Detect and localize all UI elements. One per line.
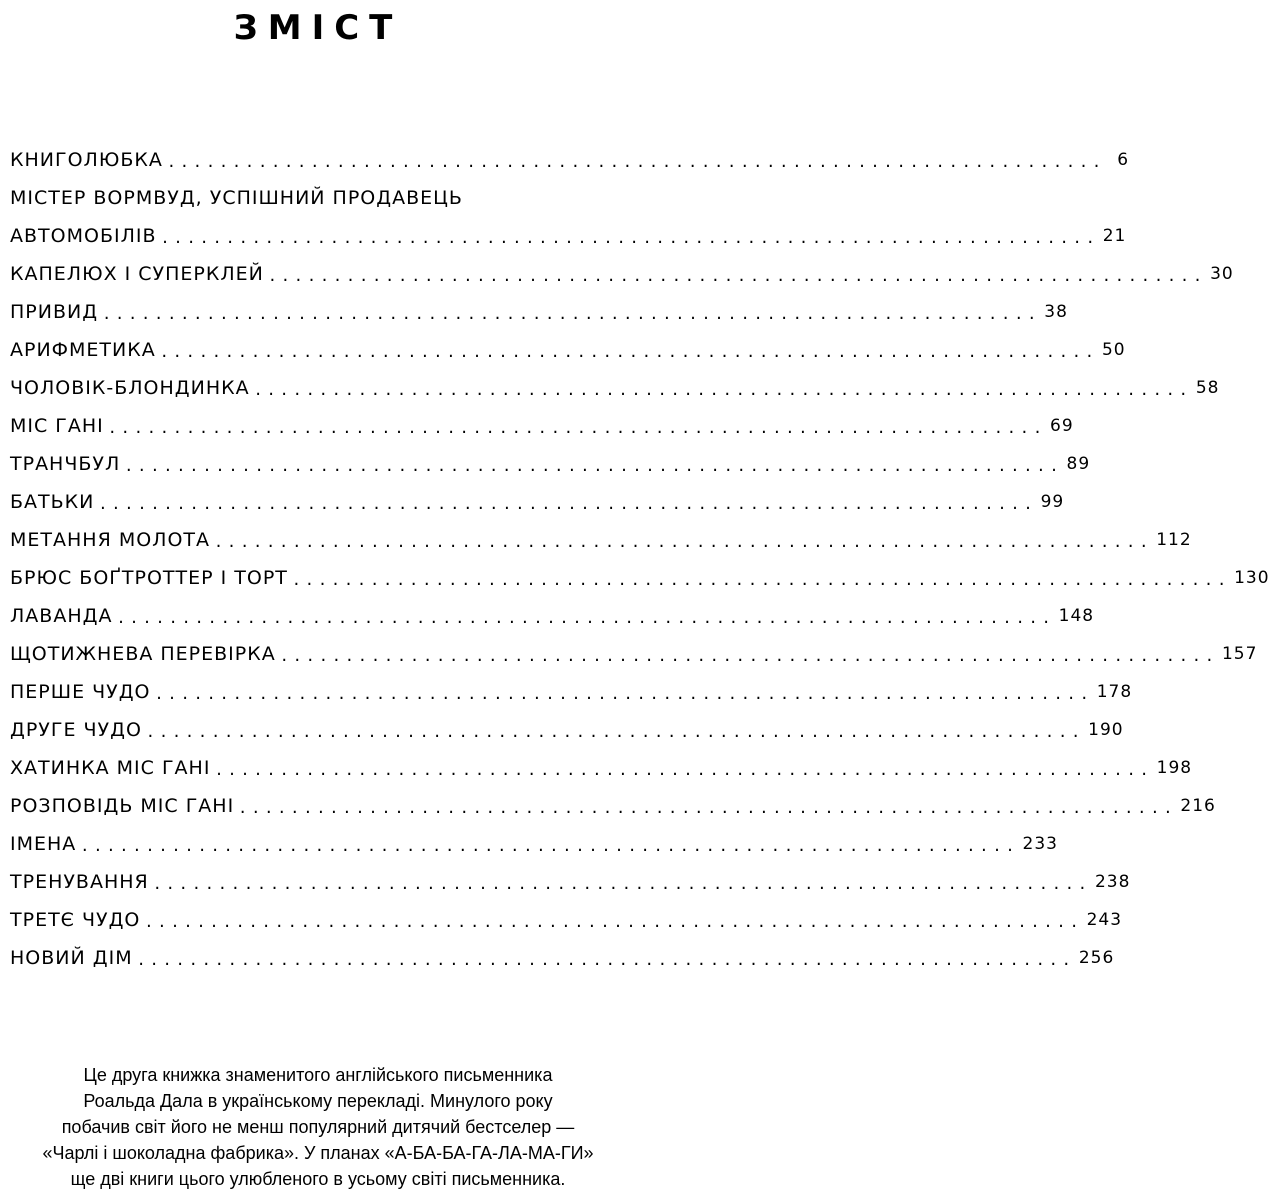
toc-entry (10, 136, 1130, 172)
toc-entry-title: БАТЬКИ (10, 491, 95, 513)
blurb-line: «Чарлі і шоколадна фабрика». У планах «А-БА-БА-ГА-ЛА-МА-ГИ» (42, 1143, 594, 1163)
toc-entry-title: ЩОТИЖНЕВА ПЕРЕВІРКА (10, 643, 276, 665)
book-blurb (0, 1062, 636, 1192)
toc-entry-page: 30 (1210, 264, 1234, 284)
page-title: ЗМІСТ (233, 8, 403, 48)
toc-leader-dots: ........................................................................ (98, 495, 1037, 513)
toc-leader-dots: ........................................................................ (102, 305, 1041, 323)
toc-entry (10, 326, 1126, 362)
toc-leader-dots: ........................................................................ (154, 685, 1093, 703)
toc-leader-dots: ........................................................................ (144, 913, 1083, 931)
toc-entry-title: КНИГОЛЮБКА (10, 149, 163, 171)
toc-entry-page: 190 (1088, 720, 1124, 740)
toc-entry-page: 198 (1156, 758, 1193, 778)
toc-entry-title: БРЮС БОҐТРОТТЕР І ТОРТ (10, 567, 288, 589)
toc-entry-title: ІМЕНА (10, 833, 77, 855)
toc-entry-title: ТРЕТЄ ЧУДО (10, 909, 141, 931)
toc-entry (10, 592, 1095, 628)
toc-leader-dots: ........................................................................ (238, 799, 1177, 817)
blurb-line: Роальда Дала в українському перекладі. Минулого року (83, 1091, 553, 1111)
toc-entry-title: ПЕРШЕ ЧУДО (10, 681, 151, 703)
toc-entry-title: МІС ГАНІ (10, 415, 104, 437)
toc-entry-page: 256 (1078, 948, 1115, 968)
toc-entry-page: 157 (1221, 644, 1258, 664)
toc-entry-page: 99 (1040, 492, 1065, 512)
toc-leader-dots: ........................................................................ (159, 343, 1098, 361)
toc-entry-page: 243 (1086, 910, 1123, 930)
toc-leader-dots: ........................................................................ (124, 457, 1063, 475)
toc-leader-dots: ........................................................................ (80, 837, 1019, 855)
toc-leader-dots: ........................................................................ (267, 267, 1207, 285)
toc-entry (10, 782, 1216, 818)
toc-leader-dots: ........................................................................ (214, 533, 1153, 551)
toc-entry-page: 58 (1195, 378, 1220, 398)
toc-entry-title: ЧОЛОВІК-БЛОНДИНКА (10, 377, 250, 399)
toc-entry (10, 288, 1068, 324)
toc-entry (10, 896, 1123, 932)
toc-leader-dots: ........................................................................ (116, 609, 1055, 627)
toc-entry (10, 668, 1133, 704)
toc-entry (10, 174, 624, 210)
toc-leader-dots: ........................................................................ (291, 571, 1231, 589)
toc-entry-title: ПРИВИД (10, 301, 99, 323)
toc-entry (10, 554, 1270, 590)
toc-entry (10, 402, 1074, 438)
toc-entry-page: 50 (1101, 340, 1126, 360)
toc-entry-title: МІСТЕР ВОРМВУД, УСПІШНИЙ ПРОДАВЕЦЬ (10, 187, 463, 209)
toc-entry-title: АРИФМЕТИКА (10, 339, 156, 361)
toc-entry (10, 478, 1065, 514)
toc-leader-dots: ........................................................................ (107, 419, 1046, 437)
toc-entry (10, 820, 1058, 856)
toc-entry-page: 178 (1096, 682, 1133, 702)
blurb-line: ще дві книги цього улюбленого в усьому світі письменника. (70, 1169, 566, 1189)
toc-entry-title: МЕТАННЯ МОЛОТА (10, 529, 211, 551)
toc-entry-title: ТРЕНУВАННЯ (10, 871, 149, 893)
toc-entry-title: ТРАНЧБУЛ (10, 453, 121, 475)
toc-entry (10, 364, 1220, 400)
toc-entry (10, 744, 1193, 780)
toc-leader-dots: ........................................................................ (214, 761, 1153, 779)
toc-entry (10, 516, 1192, 552)
toc-leader-dots: ........................................................................ (152, 875, 1091, 893)
toc-entry-page: 38 (1044, 302, 1068, 322)
toc-entry-title: ХАТИНКА МІС ГАНІ (10, 757, 211, 779)
toc-entry-page: 130 (1234, 568, 1270, 588)
toc-leader-dots: ........................................................................ (145, 723, 1085, 741)
toc-entry-page: 148 (1058, 606, 1095, 626)
toc-entry (10, 250, 1234, 286)
toc-entry (10, 934, 1115, 970)
blurb-line: побачив світ його не менш популярний дитячий бестселер — (61, 1117, 575, 1137)
toc-entry-title: ДРУГЕ ЧУДО (10, 719, 142, 741)
toc-entry-title: АВТОМОБІЛІВ (10, 225, 157, 247)
toc-entry (10, 706, 1124, 742)
toc-entry-page: 238 (1094, 872, 1131, 892)
toc-entry-page: 21 (1102, 226, 1127, 246)
toc-leader-dots: ........................................................................ (136, 951, 1075, 969)
toc-entry-page: 6 (1117, 150, 1130, 170)
toc-entry-page: 233 (1022, 834, 1058, 854)
toc-entry (10, 212, 1127, 248)
toc-entry-title: НОВИЙ ДІМ (10, 947, 133, 969)
toc-entry (10, 630, 1258, 666)
toc-entry-page: 69 (1050, 416, 1074, 436)
toc-leader-dots: ........................................................................ (166, 153, 1106, 171)
toc-entry-title: РОЗПОВІДЬ МІС ГАНІ (10, 795, 235, 817)
toc-entry-page: 216 (1180, 796, 1216, 816)
toc-entry (10, 858, 1131, 894)
toc-entry-page: 112 (1156, 530, 1192, 550)
toc-leader-dots: ........................................................................ (160, 229, 1099, 247)
toc-leader-dots: ........................................................................ (253, 381, 1192, 399)
toc-entry-title: КАПЕЛЮХ І СУПЕРКЛЕЙ (10, 263, 264, 285)
toc-entry-page: 89 (1066, 454, 1091, 474)
toc-leader-dots: ........................................................................ (279, 647, 1218, 665)
toc-entry (10, 440, 1091, 476)
blurb-line: Це друга книжка знаменитого англійського письменника (83, 1065, 553, 1085)
toc-entry-title: ЛАВАНДА (10, 605, 113, 627)
